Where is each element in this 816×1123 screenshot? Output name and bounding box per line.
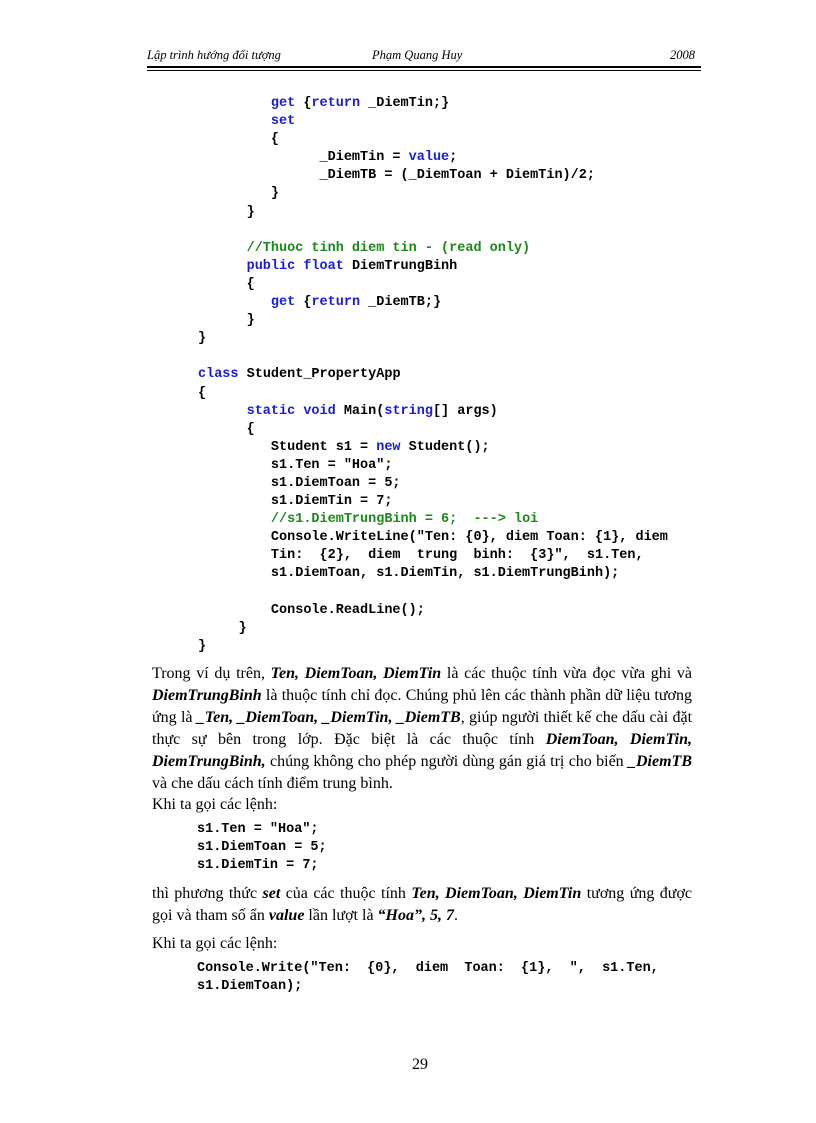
code-line [198,366,668,384]
code-line [198,348,668,366]
code-keyword: return [311,295,361,311]
emphasis-term: Ten, DiemToan, DiemTin [270,665,442,682]
code-text: Console.WriteLine("Ten: {0}, diem Toan: {1}, diem [198,530,668,546]
text-run: chúng không cho phép người dùng gán giá trị cho biến [265,753,628,770]
code-text [198,96,271,111]
code-text: { [198,385,207,401]
code-line [198,385,668,403]
code-text: } [198,313,255,329]
emphasis-term: “Hoa”, 5, 7 [377,907,454,924]
code-text: DiemTrungBinh [343,258,458,274]
code-line [198,294,668,312]
emphasis-term: DiemToan, DiemTin, DiemTrungBinh, [152,731,693,770]
code-text: s1.DiemToan, s1.DiemTin, s1.DiemTrungBinh); [198,566,620,582]
text-run: . [454,907,458,924]
code-text: { [295,295,312,311]
code-listing-main [198,95,668,656]
code-line [198,312,668,330]
code-text: { [198,276,255,292]
code-text: { [198,421,255,437]
text-run: , giúp người thiết kế che dấu cài đặt thực sự bên trong lớp. Đặc biệt là các thuộc tính [152,709,693,748]
code-text [198,259,247,274]
code-line [198,475,668,493]
text-run: là các thuộc tính vừa đọc vừa ghi và [441,665,693,682]
code-line [198,258,668,276]
code-text: Console.ReadLine(); [198,602,425,618]
code-keyword: string [384,403,433,419]
code-keyword: return [311,96,361,111]
text-run: của các thuộc tính [280,885,412,902]
text-run: tương ứng được gọi và tham số ẩn [152,885,693,924]
code-line [198,131,668,149]
code-line [198,204,668,222]
code-line [198,457,668,475]
code-line [198,149,668,167]
code-comment: //s1.DiemTrungBinh = 6; ---> loi [270,512,539,528]
header-rule-thin [147,70,701,71]
header-book-title: Lập trình hướng đối tượng [147,48,281,62]
code-keyword: void [303,403,336,419]
header-rule-thick [147,66,701,68]
code-text [198,241,247,256]
text-run: lần lượt là [304,907,378,924]
emphasis-term: DiemTrungBinh [152,687,262,704]
code-line [198,276,668,294]
code-line [198,584,668,602]
code-listing-assignments [197,821,327,875]
code-text: Main( [335,403,385,419]
code-line: Console.Write("Ten: {0}, diem Toan: {1}, ", s1.Ten, [197,961,659,976]
code-line [198,185,668,203]
code-line [198,439,668,457]
code-text: s1.DiemToan = 5; [198,475,401,491]
text-run: và che dấu cách tính điểm trung bình. [152,775,393,792]
code-listing-console-write [197,960,659,996]
code-keyword: float [303,258,344,274]
code-line [198,511,668,529]
code-text: } [198,331,207,347]
code-line [198,167,668,185]
code-line [198,222,668,240]
code-text: _DiemTin;} [360,96,450,111]
code-keyword: public [246,258,296,274]
code-text [198,404,247,419]
code-text [198,114,271,129]
code-text: Tin: {2}, diem trung binh: {3}", s1.Ten, [198,548,644,564]
code-line [198,113,668,131]
code-line [198,638,668,656]
emphasis-term: _DiemTB [628,753,692,770]
header-year: 2008 [670,48,695,62]
code-text: } [198,204,255,220]
code-text: Student_PropertyApp [238,367,401,383]
code-text [198,512,271,527]
text-run: thì phương thức [152,885,263,902]
code-keyword: static [246,403,296,419]
emphasis-term: set [262,885,281,902]
header-author: Phạm Quang Huy [372,48,463,62]
paragraph-calls-intro-2: Khi ta gọi các lệnh: [152,935,278,952]
code-line: s1.Ten = "Hoa"; [197,822,319,837]
text-run: Trong ví dụ trên, [152,665,271,682]
code-text: s1.Ten = "Hoa"; [198,457,393,473]
code-keyword: new [376,439,401,455]
page-number: 29 [412,1056,428,1073]
code-line [198,602,668,620]
page-header [147,48,695,66]
code-text: } [198,638,207,654]
code-keyword: class [198,367,239,383]
code-keyword: get [270,96,296,111]
code-text: } [198,620,247,636]
code-line [198,547,668,565]
code-line [198,493,668,511]
code-line [198,240,668,258]
code-text: } [198,186,280,202]
code-text: ; [449,150,458,166]
code-keyword: set [270,114,296,130]
code-line [198,620,668,638]
code-text: _DiemTB = (_DiemToan + DiemTin)/2; [198,168,595,184]
text-run: là thuộc tính chỉ đọc. Chúng phủ lên các thành phần dữ liệu tương ứng là [152,687,692,726]
code-line: s1.DiemToan); [197,979,303,995]
emphasis-term: _Ten, _DiemToan, _DiemTin, _DiemTB [196,709,461,726]
code-line [198,330,668,348]
code-line [198,565,668,583]
code-text: Student s1 = [198,439,377,455]
code-keyword: value [408,150,450,166]
code-line [198,95,668,113]
code-keyword: get [270,295,296,311]
code-text: _DiemTin = [198,150,409,166]
code-line: s1.DiemToan = 5; [197,840,327,856]
code-text: [] args) [432,403,498,419]
code-text: { [295,96,312,111]
emphasis-term: value [268,907,305,924]
code-comment: //Thuoc tinh diem tin - (read only) [246,240,531,256]
code-text: s1.DiemTin = 7; [198,494,393,510]
code-line [198,403,668,421]
code-line [198,421,668,439]
code-line [198,529,668,547]
code-line: s1.DiemTin = 7; [197,858,319,874]
paragraph-set-method [152,883,692,927]
paragraph-calls-intro: Khi ta gọi các lệnh: [152,796,278,813]
code-text: Student(); [400,439,490,455]
code-text: { [198,132,280,148]
explanation-paragraph [152,663,692,795]
code-text: _DiemTB;} [360,295,442,311]
code-text [198,295,271,310]
emphasis-term: Ten, DiemToan, DiemTin [411,885,582,902]
